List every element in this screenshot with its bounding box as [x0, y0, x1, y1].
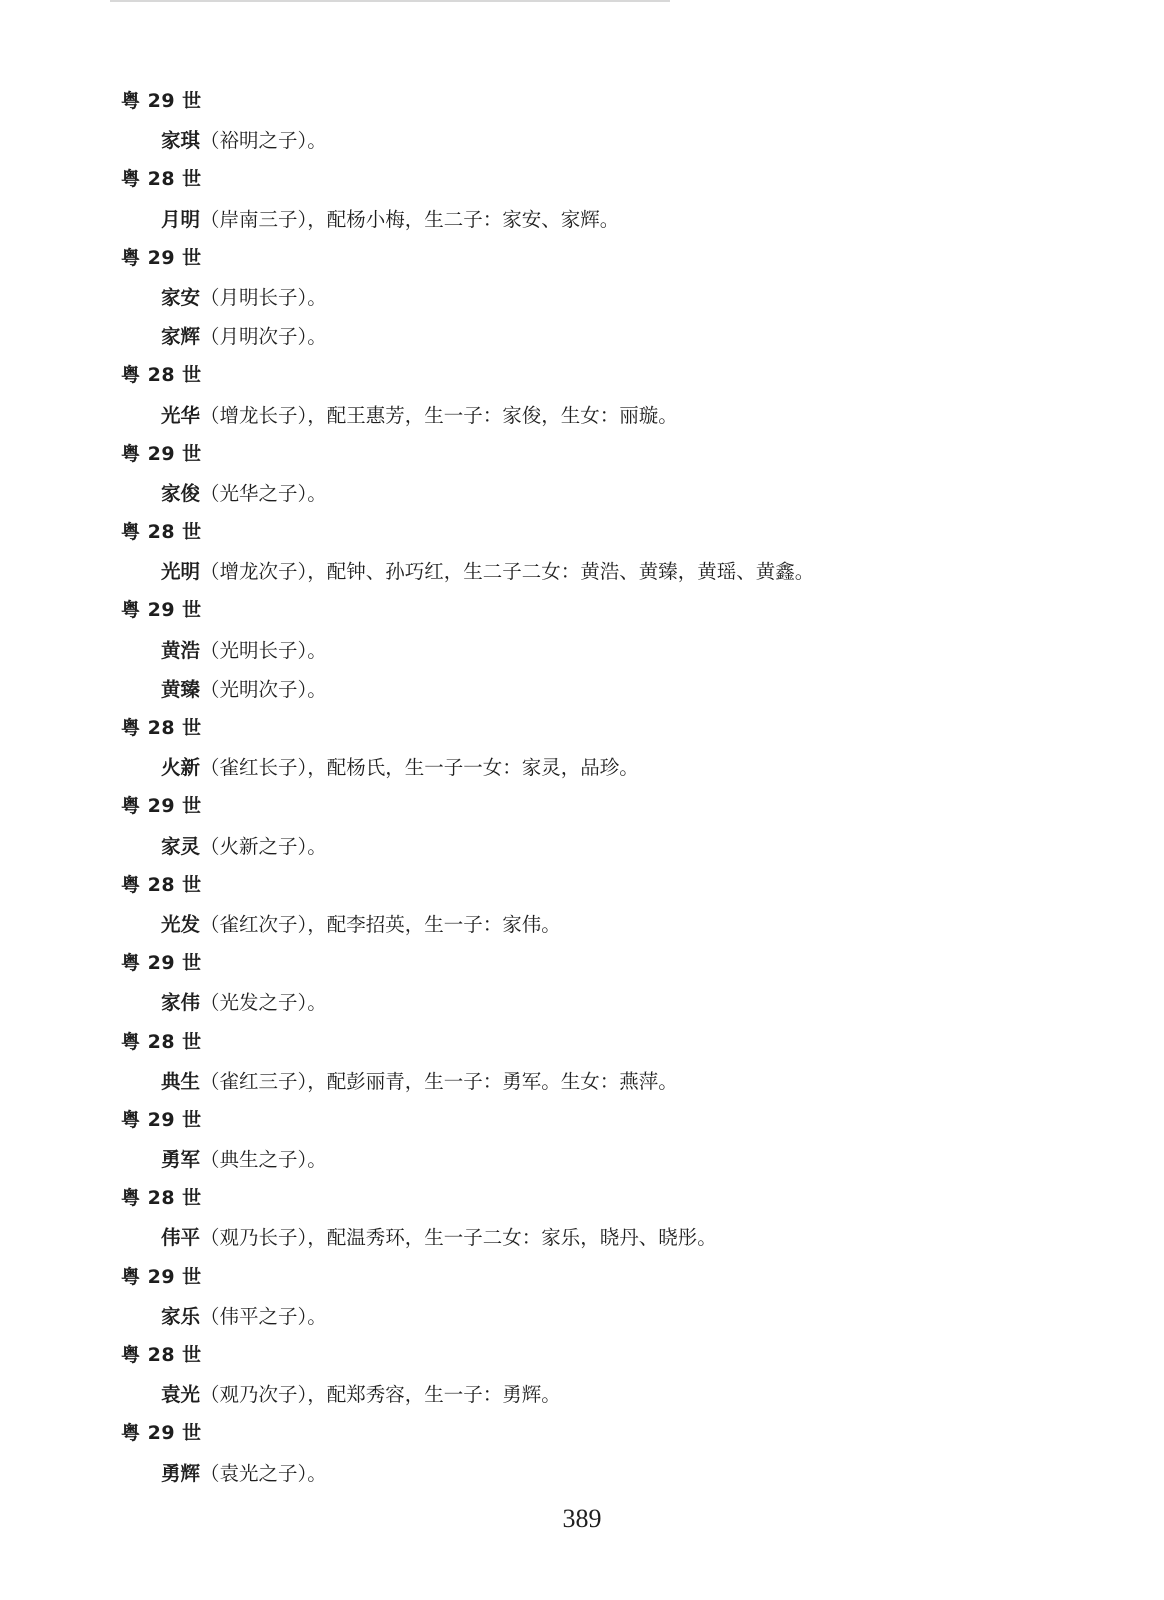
- person-description: （裕明之子）。: [200, 129, 327, 153]
- generation-heading: 粤 28 世: [121, 717, 202, 739]
- generation-heading: 粤 28 世: [121, 1030, 202, 1053]
- person-description: （雀红长子），配杨氏，生一子一女：家灵，品珍。: [200, 756, 639, 780]
- person-name: 光发: [161, 912, 201, 936]
- person-description: （观乃次子），配郑秀容，生一子：勇辉。: [200, 1383, 561, 1407]
- person-entry: [0, 631, 1164, 670]
- person-entry: [0, 1062, 1164, 1101]
- person-name: 黄臻: [161, 677, 201, 701]
- person-entry: [0, 748, 1164, 787]
- person-description: （光明长子）。: [200, 638, 327, 662]
- generation-heading: 粤 29 世: [121, 1422, 202, 1445]
- generation-heading: 粤 29 世: [121, 442, 202, 465]
- person-entry: [0, 983, 1164, 1022]
- scan-top-edge: [110, 0, 670, 2]
- person-description: （增龙次子），配钟、孙巧红，生二子二女：黄浩、黄臻，黄瑶、黄鑫。: [200, 560, 815, 584]
- person-description: （光明次子）。: [200, 677, 327, 701]
- person-name: 火新: [161, 756, 201, 780]
- person-entry: [0, 1140, 1164, 1179]
- person-entry: [0, 827, 1164, 866]
- generation-heading: 粤 28 世: [121, 873, 202, 896]
- generation-heading: 粤 29 世: [121, 795, 202, 818]
- person-description: （岸南三子），配杨小梅，生二子：家安、家辉。: [200, 207, 620, 231]
- generation-heading: 粤 29 世: [121, 599, 202, 622]
- person-entry: [0, 200, 1164, 239]
- person-description: （光发之子）。: [200, 991, 327, 1015]
- page-number: 389: [562, 1504, 602, 1533]
- person-description: （袁光之子）。: [200, 1461, 327, 1485]
- generation-heading: 粤 29 世: [121, 246, 202, 269]
- person-entry: [0, 474, 1164, 513]
- person-name: 黄浩: [161, 638, 201, 662]
- person-description: （火新之子）。: [200, 834, 327, 858]
- generation-heading: 粤 29 世: [121, 90, 202, 112]
- generation-heading: 粤 28 世: [121, 1344, 202, 1366]
- person-description: （雀红三子），配彭丽青，生一子：勇军。生女：燕萍。: [200, 1069, 678, 1093]
- person-entry: [0, 396, 1164, 435]
- person-entry: [0, 1454, 1164, 1493]
- person-description: （典生之子）。: [200, 1148, 327, 1172]
- person-name: 光明: [161, 560, 201, 584]
- person-name: 家乐: [161, 1304, 201, 1328]
- person-entry: [0, 278, 1164, 317]
- generation-heading: 粤 28 世: [121, 1187, 202, 1210]
- person-description: （雀红次子），配李招英，生一子：家伟。: [200, 912, 561, 936]
- person-description: （月明次子）。: [200, 325, 327, 349]
- person-name: 家灵: [161, 834, 201, 858]
- person-name: 家安: [161, 285, 201, 309]
- person-description: （月明长子）。: [200, 285, 327, 309]
- person-description: （观乃长子），配温秀环，生一子二女：家乐，晓丹、晓彤。: [200, 1226, 717, 1250]
- person-entry: [0, 1218, 1164, 1257]
- person-name: 家伟: [161, 991, 201, 1015]
- person-entry: [0, 670, 1164, 709]
- person-entry: [0, 1297, 1164, 1336]
- generation-heading: 粤 29 世: [121, 952, 202, 975]
- generation-heading: 粤 28 世: [121, 168, 202, 191]
- generation-heading: 粤 29 世: [121, 1108, 202, 1131]
- person-description: （光华之子）。: [200, 481, 327, 505]
- person-name: 勇军: [161, 1148, 201, 1172]
- person-entry: [0, 317, 1164, 356]
- person-entry: [0, 552, 1164, 591]
- person-name: 勇辉: [161, 1461, 201, 1485]
- person-entry: [0, 121, 1164, 160]
- person-name: 伟平: [161, 1226, 201, 1250]
- person-name: 家俊: [161, 481, 201, 505]
- person-description: （增龙长子），配王惠芳，生一子：家俊，生女：丽璇。: [200, 403, 678, 427]
- person-name: 家辉: [161, 325, 201, 349]
- person-name: 典生: [161, 1069, 201, 1093]
- person-entry: [0, 905, 1164, 944]
- person-name: 光华: [161, 403, 201, 427]
- generation-heading: 粤 28 世: [121, 521, 202, 544]
- generation-heading: 粤 28 世: [121, 364, 202, 387]
- genealogy-text: [0, 82, 1164, 1493]
- generation-heading: 粤 29 世: [121, 1265, 202, 1288]
- person-name: 袁光: [161, 1383, 201, 1407]
- person-entry: [0, 1375, 1164, 1414]
- person-description: （伟平之子）。: [200, 1304, 327, 1328]
- person-name: 月明: [161, 207, 201, 231]
- person-name: 家琪: [161, 129, 201, 153]
